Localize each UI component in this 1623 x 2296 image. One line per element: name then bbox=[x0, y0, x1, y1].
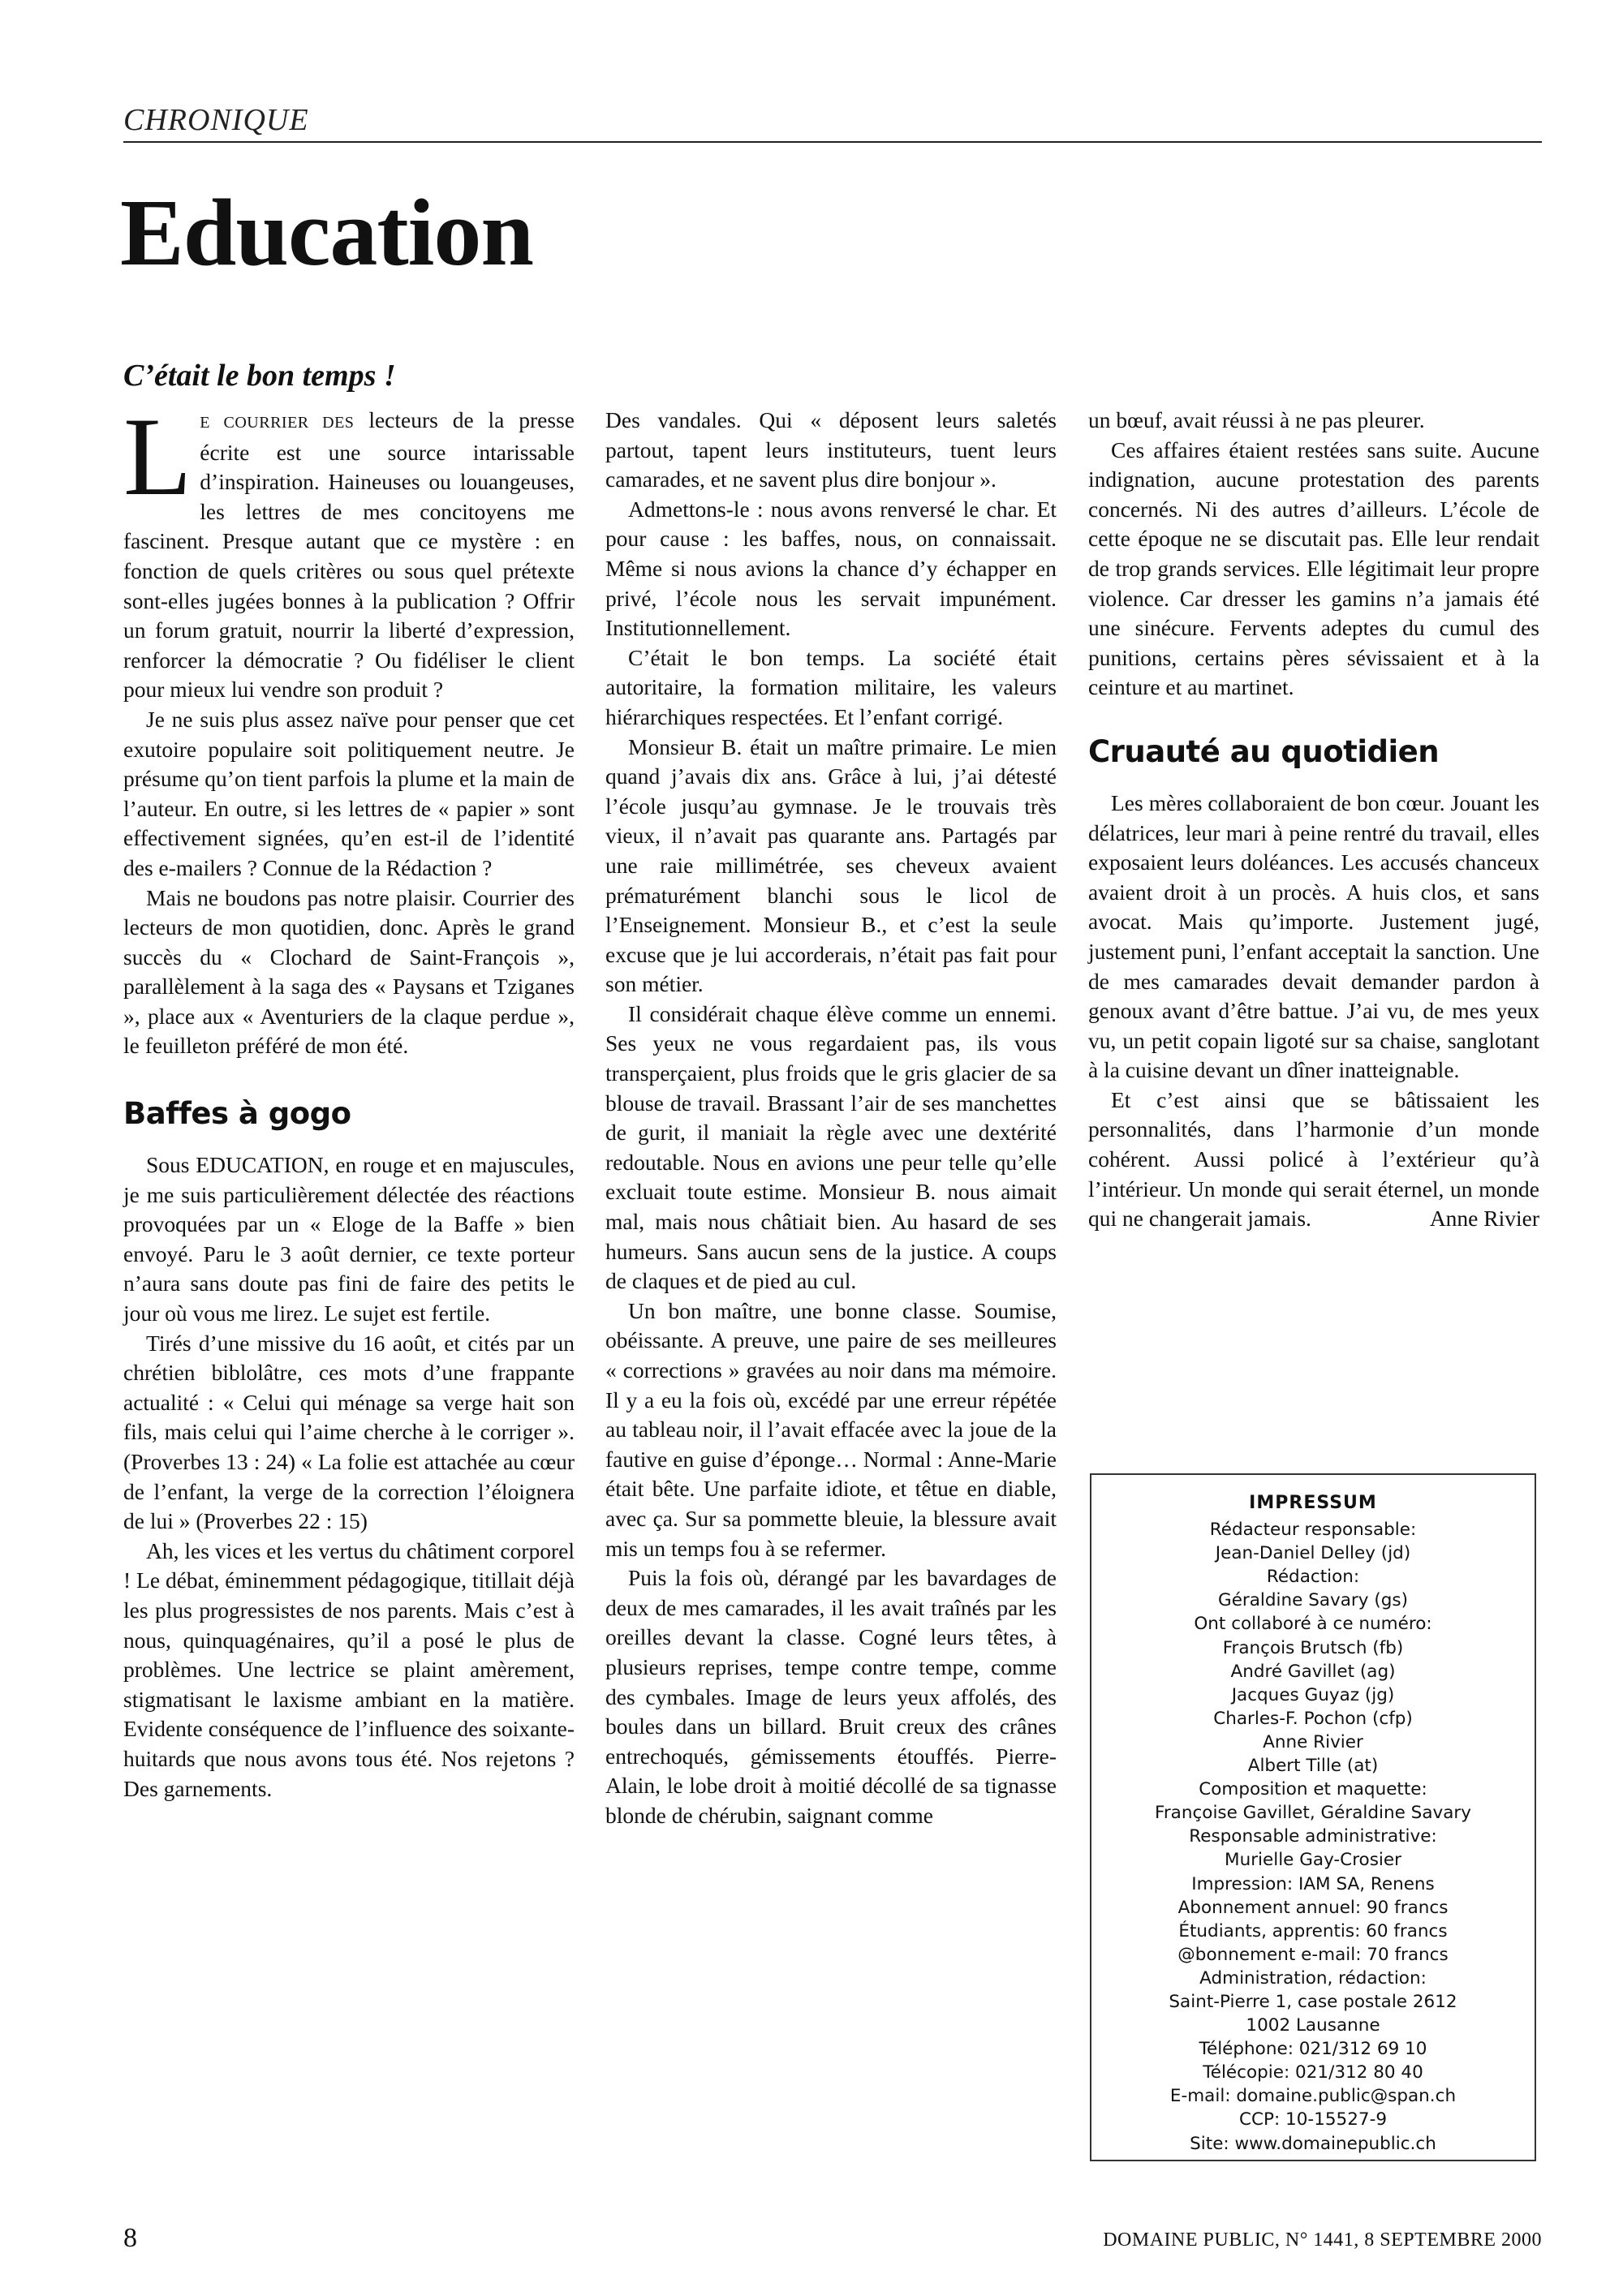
impressum-line: @bonnement e-mail: 70 francs bbox=[1177, 1944, 1449, 1965]
footer-issue: DOMAINE PUBLIC, N° 1441, 8 SEPTEMBRE 2000 bbox=[1103, 2229, 1542, 2251]
impressum-line: Ont collaboré à ce numéro: bbox=[1194, 1614, 1432, 1635]
paragraph: Monsieur B. était un maître primaire. Le mien quand j’avais dix ans. Grâce à lui, j’ai détesté l’école jusqu’au gymnase. Je le trouvais très vieux, il n’avait pas quarante ans. Partagés par une raie millimétrée, ses cheveux avaient prématurément blanchi sous le licol de l’Enseignement. Monsieur B., et c’est la seule excuse que je lui accorderais, n’était pas fait pour son métier. bbox=[605, 733, 1057, 997]
paragraph: Ah, les vices et les vertus du châtiment corporel ! Le débat, éminemment pédagogique, titillait déjà les plus progressistes de nos parents. Mais c’est à nous, quinquagénaires, qu’il a posé le plus de problèmes. Une lectrice se plaint amèrement, stigmatisant le laxisme ambiant en la matière. Evidente conséquence de l’influence des soixante-huitards que nous avons tous été. Nos rejetons ? Des garnements. bbox=[123, 1537, 575, 1801]
impressum-line: Murielle Gay-Crosier bbox=[1225, 1850, 1401, 1871]
impressum-line: André Gavillet (ag) bbox=[1230, 1661, 1396, 1682]
article-subtitle: C’était le bon temps ! bbox=[123, 359, 396, 393]
impressum-line: Rédaction: bbox=[1266, 1567, 1360, 1588]
impressum-line: Composition et maquette: bbox=[1199, 1779, 1427, 1800]
column-1 bbox=[123, 357, 575, 1804]
impressum-line: CCP: 10-15527-9 bbox=[1238, 2109, 1387, 2130]
lead-text: lecteurs de la presse écrite est une source intarissable d’inspiration. Haineuses ou louangeuses, les lettres de mes concitoyens me fascinent. Presque autant que ce mystère : en fonction de quels critères ou sous quel prétexte sont-elles jugées bonnes à la publication ? Offrir un forum gratuit, nourrir la liberté d’expression, renforcer la démocratie ? Ou fidéliser le client pour mieux lui vendre son produit ? bbox=[123, 407, 575, 703]
paragraph: Admettons-le : nous avons renversé le char. Et pour cause : les baffes, nous, on connaissait. Même si nous avions la chance d’y échapper en privé, l’école nous les servait impunément. Institutionnellement. bbox=[605, 496, 1057, 641]
paragraph: Ces affaires étaient restées sans suite. Aucune indignation, aucune protestation des parents concernés. Ni des autres d’ailleurs. L’école de cette époque ne se discutait pas. Elle leur rendait de trop grands services. Elle légitimait leur propre violence. Car dresser les gamins n’a jamais été une sinécure. Fervents adeptes du cumul des punitions, certains pères sévissaient et à la ceinture et au martinet. bbox=[1088, 436, 1539, 700]
paragraph: C’était le bon temps. La société était autoritaire, la formation militaire, les valeurs hiérarchiques respectées. Et l’enfant corrigé. bbox=[605, 644, 1057, 729]
paragraph: Tirés d’une missive du 16 août, et cités par un chrétien biblolâtre, ces mots d’une frappante actualité : « Celui qui ménage sa verge hait son fils, mais celui qui l’aime cherche à le corriger ». (Proverbes 13 : 24) « La folie est attachée au cœur de l’enfant, la verge de la correction l’éloignera de lui » (Proverbes 22 : 15) bbox=[123, 1330, 575, 1534]
impressum-line: Étudiants, apprentis: 60 francs bbox=[1178, 1920, 1448, 1941]
impressum-email[interactable]: E-mail: domaine.public@span.ch bbox=[1169, 2086, 1457, 2107]
impressum-line: Jean-Daniel Delley (jd) bbox=[1215, 1543, 1411, 1564]
closing-text: Et c’est ainsi que se bâtissaient les personnalités, dans l’harmonie d’un monde cohérent. Aussi policé à l’extérieur qu’à l’intérieur. Un monde qui serait éternel, un monde qui ne changerait jamais. bbox=[1088, 1086, 1539, 1232]
section-label: CHRONIQUE bbox=[123, 103, 309, 137]
lead-paragraph bbox=[123, 394, 575, 705]
impressum-line: Abonnement annuel: 90 francs bbox=[1177, 1897, 1449, 1918]
impressum-line: Administration, rédaction: bbox=[1199, 1967, 1427, 1989]
impressum-line: Télécopie: 021/312 80 40 bbox=[1203, 2062, 1423, 2083]
impressum-line: Charles-F. Pochon (cfp) bbox=[1213, 1708, 1413, 1729]
impressum-line: Impression: IAM SA, Renens bbox=[1191, 1873, 1435, 1894]
author-signature: Anne Rivier bbox=[1429, 1206, 1539, 1232]
paragraph: Il considérait chaque élève comme un ennemi. Ses yeux ne vous regardaient pas, ils vous transperçaient, plus froids que le gris glacier de sa blouse de travail. Brassant l’air de ses manchettes de gurit, il maniait la règle avec une dextérité redoutable. Nous en avions une peur telle qu’elle excluait toute estime. Monsieur B. nous aimait mal, mais nous châtiait bien. Au hasard de ses humeurs. Sans aucun sens de la justice. A coups de claques et de pied au cul. bbox=[605, 1000, 1057, 1294]
impressum-line: 1002 Lausanne bbox=[1246, 2015, 1380, 2036]
impressum-title: IMPRESSUM bbox=[1249, 1493, 1377, 1513]
column-3 bbox=[1088, 406, 1539, 1234]
paragraph: Sous EDUCATION, en rouge et en majuscules, je me suis particulièrement délectée des réactions provoquées par un « Eloge de la Baffe » bien envoyé. Paru le 3 août dernier, ce texte porteur n’aura sans doute pas fini de faire des petits le jour où vous me lirez. Le sujet est fertile. bbox=[123, 1152, 575, 1326]
impressum-line: Françoise Gavillet, Géraldine Savary bbox=[1155, 1803, 1471, 1824]
lead-smallcaps: E COURRIER DES bbox=[200, 414, 355, 432]
impressum-line: Responsable administrative: bbox=[1189, 1826, 1437, 1847]
page-title: Education bbox=[120, 179, 534, 286]
paragraph: Un bon maître, une bonne classe. Soumise, obéissante. A preuve, une paire de ses meilleures « corrections » gravées au noir dans ma mémoire. Il y a eu la fois où, excédé par une erreur répétée au tableau noir, il l’avait effacée avec la joue de la fautive en guise d’éponge… Normal : Anne-Marie était bête. Une parfaite idiote, et têtue en diable, avec ça. Sur sa pommette bleuie, la blessure avait mis un temps fou à se refermer. bbox=[605, 1297, 1057, 1561]
page-number: 8 bbox=[123, 2223, 137, 2253]
paragraph: Je ne suis plus assez naïve pour penser que cet exutoire populaire soit politiquement neutre. Je présume qu’on tient parfois la plume et la main de l’auteur. En outre, si les lettres de « papier » sont effectivement signées, qu’en est-il de l’identité des e-mailers ? Connue de la Rédaction ? bbox=[123, 706, 575, 880]
closing-paragraph bbox=[1088, 1086, 1539, 1234]
drop-cap: L bbox=[123, 394, 192, 518]
impressum-line: Albert Tille (at) bbox=[1247, 1756, 1379, 1777]
impressum-line: Jacques Guyaz (jg) bbox=[1231, 1684, 1395, 1705]
section-heading-baffes: Baffes à gogo bbox=[123, 1096, 351, 1132]
paragraph: Les mères collaboraient de bon cœur. Jouant les délatrices, leur mari à peine rentré du travail, elles exposaient leurs doléances. Les accusés chanceux avaient droit à un procès. A huis clos, et sans avocat. Mais qu’importe. Justement jugé, justement puni, l’enfant acceptait la sanction. Une de mes camarades devait demander pardon à genoux avant d’être battue. J’ai vu, de mes yeux vu, un petit copain ligoté sur sa chaise, sanglotant à la cuisine devant un dîner inatteignable. bbox=[1088, 789, 1539, 1083]
section-heading-cruaute: Cruauté au quotidien bbox=[1088, 733, 1440, 769]
impressum-line: Téléphone: 021/312 69 10 bbox=[1199, 2039, 1427, 2060]
paragraph: un bœuf, avait réussi à ne pas pleurer. bbox=[1088, 407, 1425, 432]
impressum-line: Anne Rivier bbox=[1263, 1731, 1363, 1752]
column-2 bbox=[605, 406, 1057, 1831]
impressum-box bbox=[1090, 1473, 1536, 2161]
impressum-line: François Brutsch (fb) bbox=[1222, 1637, 1404, 1658]
paragraph: Puis la fois où, dérangé par les bavardages de deux de mes camarades, il les avait traînés par les oreilles devant la classe. Cogné leurs têtes, à plusieurs reprises, tempe contre tempe, comme des cymbales. Image de leurs yeux affolés, des boules dans un billard. Bruit creux des crânes entrechoqués, gémissements étouffés. Pierre-Alain, le lobe droit à moitié décollé de sa tignasse blonde de chérubin, saignant comme bbox=[605, 1565, 1057, 1828]
paragraph: Des vandales. Qui « déposent leurs saletés partout, tapent leurs instituteurs, tuent leurs camarades, et ne savent plus dire bonjour ». bbox=[605, 407, 1057, 492]
impressum-line: Rédacteur responsable: bbox=[1209, 1520, 1417, 1541]
impressum-website[interactable]: Site: www.domainepublic.ch bbox=[1190, 2133, 1436, 2154]
header-rule bbox=[123, 141, 1542, 143]
impressum-line: Géraldine Savary (gs) bbox=[1218, 1590, 1408, 1611]
paragraph: Mais ne boudons pas notre plaisir. Courrier des lecteurs de mon quotidien, donc. Après le grand succès du « Clochard de Saint-François », parallèlement à la saga des « Paysans et Tziganes », place aux « Aventuriers de la claque perdue », le feuilleton préféré de mon été. bbox=[123, 884, 575, 1059]
impressum-line: Saint-Pierre 1, case postale 2612 bbox=[1169, 1991, 1457, 2012]
